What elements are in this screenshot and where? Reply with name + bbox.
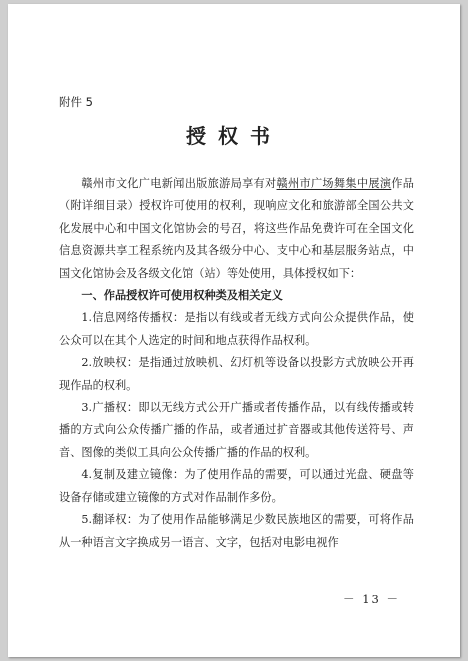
right-item-4: 4.复制及建立镜像：为了使用作品的需要，可以通过光盘、硬盘等设备存储或建立镜像的方式对作品制作多份。 — [59, 468, 414, 504]
intro-after: 作品（附详细目录）授权许可使用的权利，现响应文化和旅游部全国公共文化发展中心和中国文化馆协会的号召，将这些作品免费许可在全国文化信息资源共享工程系统内及其各级分中心、支中心和基层服务站点，中国文化馆协会及各级文化馆（站）等处使用，具体授权如下： — [59, 177, 414, 280]
intro-before: 赣州市文化广电新闻出版旅游局享有对 — [81, 177, 277, 190]
work-name: 赣州市广场舞集中展演 — [276, 177, 392, 190]
document-page — [8, 4, 460, 657]
attachment-label: 附件 5 — [59, 95, 93, 109]
right-item-2: 2.放映权：是指通过放映机、幻灯机等设备以投影方式放映公开再现作品的权利。 — [59, 356, 414, 392]
right-item-5: 5.翻译权：为了使用作品能够满足少数民族地区的需要，可将作品从一种语言文字换成另一语言、文字，包括对电影电视作 — [59, 513, 414, 549]
right-item-1: 1.信息网络传播权：是指以有线或者无线方式向公众提供作品，使公众可以在其个人选定的时间和地点获得作品权利。 — [59, 311, 414, 347]
document-body — [59, 173, 414, 554]
intro-paragraph — [59, 173, 414, 285]
document-title: 授权书 — [186, 124, 282, 148]
section-heading: 一、作品授权许可使用权种类及相关定义 — [81, 289, 283, 303]
page-number: － 13 － — [343, 592, 400, 606]
right-item-3: 3.广播权：即以无线方式公开广播或者传播作品，以有线传播或转播的方式向公众传播广播的作品，或者通过扩音器或其他传送符号、声音、图像的类似工具向公众传播广播的作品的权利。 — [59, 401, 414, 459]
